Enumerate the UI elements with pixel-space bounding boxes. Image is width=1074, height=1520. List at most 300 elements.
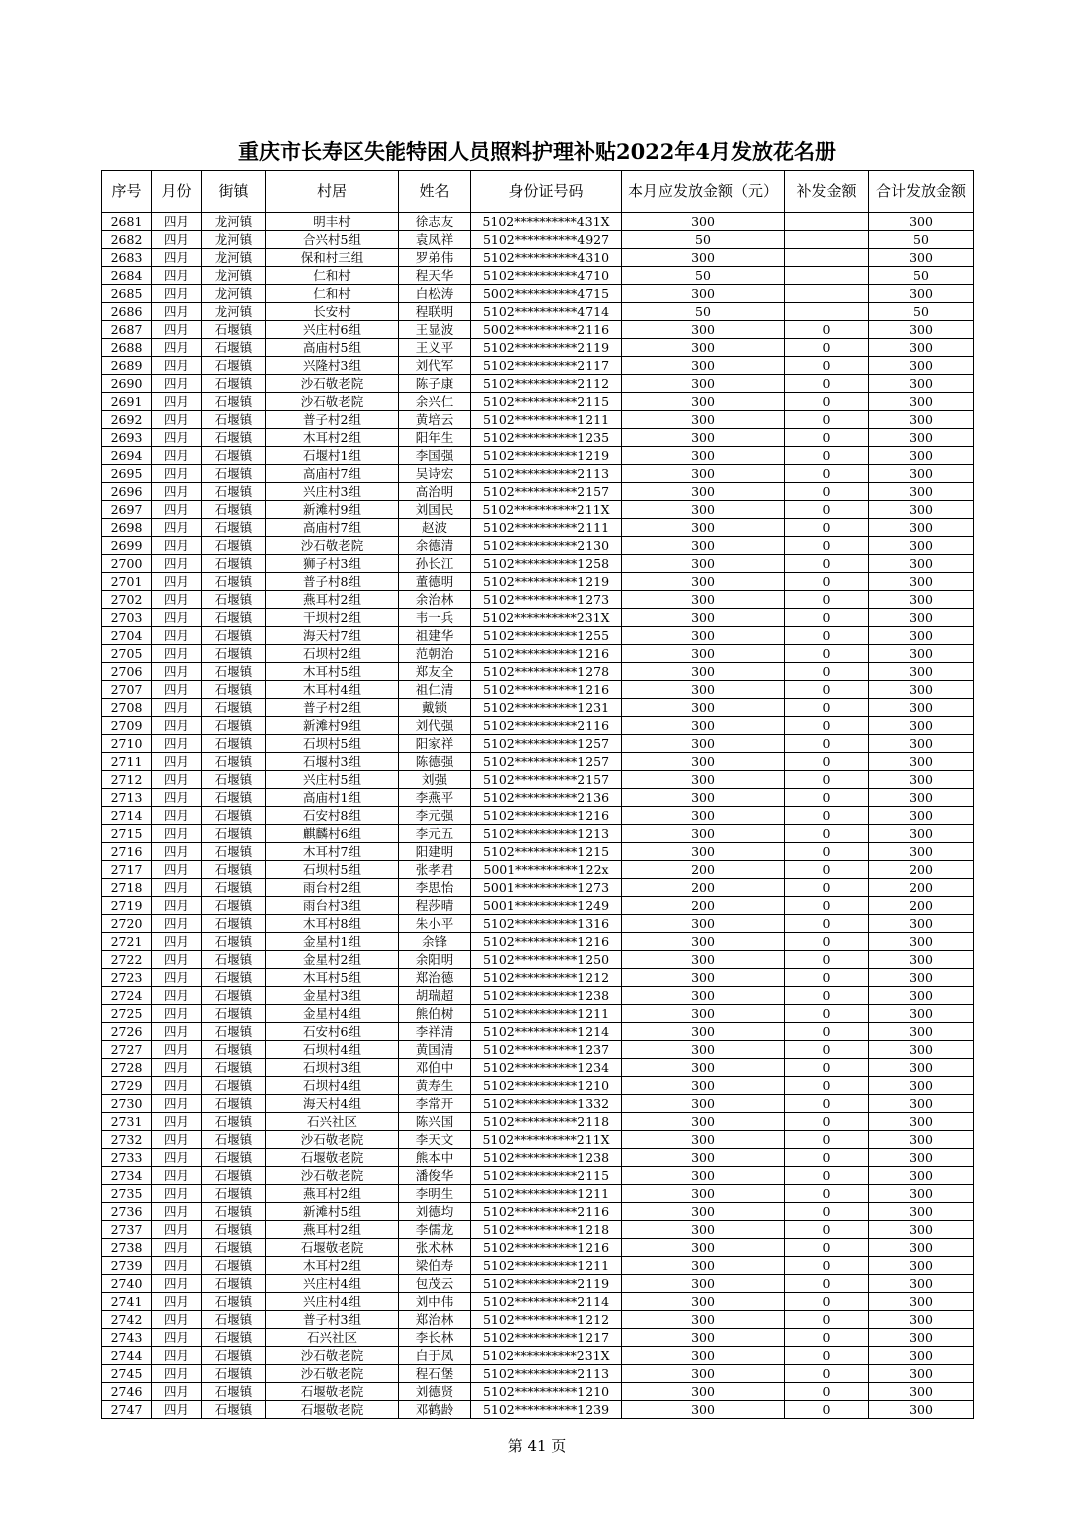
cell-supplement-amount: 0 <box>785 1221 869 1239</box>
cell-monthly-amount: 300 <box>622 735 785 753</box>
table-row <box>102 1059 974 1077</box>
cell-total-amount: 300 <box>869 411 974 429</box>
cell-monthly-amount: 300 <box>622 753 785 771</box>
cell-id-number: 5102**********1211 <box>471 1005 622 1023</box>
cell-total-amount: 300 <box>869 1221 974 1239</box>
cell-town: 龙河镇 <box>202 267 266 285</box>
cell-monthly-amount: 300 <box>622 375 785 393</box>
cell-total-amount: 300 <box>869 285 974 303</box>
cell-month: 四月 <box>152 789 202 807</box>
cell-serial-number: 2699 <box>102 537 152 555</box>
cell-serial-number: 2709 <box>102 717 152 735</box>
cell-serial-number: 2688 <box>102 339 152 357</box>
cell-name: 陈德强 <box>399 753 471 771</box>
table-row <box>102 1365 974 1383</box>
cell-serial-number: 2723 <box>102 969 152 987</box>
cell-village: 明丰村 <box>266 213 399 231</box>
cell-supplement-amount: 0 <box>785 735 869 753</box>
cell-id-number: 5102**********2118 <box>471 1113 622 1131</box>
cell-name: 刘中伟 <box>399 1293 471 1311</box>
cell-village: 燕耳村2组 <box>266 1185 399 1203</box>
cell-total-amount: 300 <box>869 1239 974 1257</box>
cell-serial-number: 2706 <box>102 663 152 681</box>
cell-serial-number: 2739 <box>102 1257 152 1275</box>
cell-total-amount: 300 <box>869 1329 974 1347</box>
cell-serial-number: 2736 <box>102 1203 152 1221</box>
cell-name: 余兴仁 <box>399 393 471 411</box>
cell-total-amount: 300 <box>869 393 974 411</box>
cell-total-amount: 300 <box>869 1311 974 1329</box>
cell-supplement-amount: 0 <box>785 519 869 537</box>
cell-month: 四月 <box>152 393 202 411</box>
table-row <box>102 357 974 375</box>
table-row <box>102 375 974 393</box>
cell-town: 石堰镇 <box>202 1023 266 1041</box>
cell-village: 沙石敬老院 <box>266 393 399 411</box>
cell-name: 李常开 <box>399 1095 471 1113</box>
cell-supplement-amount <box>785 267 869 285</box>
cell-name: 余治林 <box>399 591 471 609</box>
cell-total-amount: 300 <box>869 1131 974 1149</box>
cell-serial-number: 2713 <box>102 789 152 807</box>
cell-id-number: 5102**********211X <box>471 501 622 519</box>
cell-village: 木耳村2组 <box>266 1257 399 1275</box>
cell-month: 四月 <box>152 987 202 1005</box>
cell-name: 黄寿生 <box>399 1077 471 1095</box>
cell-id-number: 5102**********2115 <box>471 393 622 411</box>
cell-name: 李元强 <box>399 807 471 825</box>
cell-serial-number: 2689 <box>102 357 152 375</box>
cell-monthly-amount: 300 <box>622 591 785 609</box>
cell-town: 龙河镇 <box>202 231 266 249</box>
cell-village: 金星村1组 <box>266 933 399 951</box>
cell-name: 吴诗宏 <box>399 465 471 483</box>
cell-id-number: 5102**********2119 <box>471 339 622 357</box>
cell-month: 四月 <box>152 1383 202 1401</box>
cell-town: 石堰镇 <box>202 393 266 411</box>
cell-town: 石堰镇 <box>202 987 266 1005</box>
cell-name: 李天文 <box>399 1131 471 1149</box>
cell-month: 四月 <box>152 411 202 429</box>
cell-town: 龙河镇 <box>202 213 266 231</box>
cell-id-number: 5102**********1215 <box>471 843 622 861</box>
cell-name: 熊伯树 <box>399 1005 471 1023</box>
cell-name: 祖建华 <box>399 627 471 645</box>
cell-town: 石堰镇 <box>202 789 266 807</box>
table-row <box>102 519 974 537</box>
cell-total-amount: 300 <box>869 987 974 1005</box>
cell-monthly-amount: 300 <box>622 429 785 447</box>
cell-serial-number: 2743 <box>102 1329 152 1347</box>
cell-total-amount: 200 <box>869 861 974 879</box>
cell-town: 石堰镇 <box>202 879 266 897</box>
cell-serial-number: 2704 <box>102 627 152 645</box>
table-row <box>102 555 974 573</box>
cell-monthly-amount: 300 <box>622 1131 785 1149</box>
cell-serial-number: 2721 <box>102 933 152 951</box>
cell-monthly-amount: 300 <box>622 1005 785 1023</box>
cell-month: 四月 <box>152 897 202 915</box>
cell-name: 赵波 <box>399 519 471 537</box>
cell-total-amount: 300 <box>869 843 974 861</box>
cell-total-amount: 300 <box>869 1149 974 1167</box>
cell-id-number: 5102**********1214 <box>471 1023 622 1041</box>
cell-name: 黄培云 <box>399 411 471 429</box>
cell-id-number: 5002**********2116 <box>471 321 622 339</box>
cell-month: 四月 <box>152 1329 202 1347</box>
cell-id-number: 5102**********1257 <box>471 753 622 771</box>
cell-monthly-amount: 300 <box>622 339 785 357</box>
cell-supplement-amount: 0 <box>785 1131 869 1149</box>
cell-name: 徐志友 <box>399 213 471 231</box>
cell-town: 石堰镇 <box>202 591 266 609</box>
cell-monthly-amount: 300 <box>622 357 785 375</box>
table-row <box>102 1293 974 1311</box>
cell-town: 石堰镇 <box>202 969 266 987</box>
table-row <box>102 735 974 753</box>
cell-supplement-amount: 0 <box>785 501 869 519</box>
cell-village: 雨台村2组 <box>266 879 399 897</box>
cell-village: 沙石敬老院 <box>266 1131 399 1149</box>
cell-town: 石堰镇 <box>202 1365 266 1383</box>
table-row <box>102 1221 974 1239</box>
table-row <box>102 1041 974 1059</box>
page-number: 第 41 页 <box>507 1437 567 1455</box>
cell-monthly-amount: 300 <box>622 519 785 537</box>
cell-total-amount: 300 <box>869 1077 974 1095</box>
column-header-month: 月份 <box>152 171 202 213</box>
cell-serial-number: 2719 <box>102 897 152 915</box>
cell-monthly-amount: 300 <box>622 1185 785 1203</box>
table-row <box>102 771 974 789</box>
cell-serial-number: 2733 <box>102 1149 152 1167</box>
cell-id-number: 5102**********1235 <box>471 429 622 447</box>
cell-total-amount: 300 <box>869 555 974 573</box>
cell-month: 四月 <box>152 429 202 447</box>
cell-name: 程莎晴 <box>399 897 471 915</box>
cell-village: 木耳村8组 <box>266 915 399 933</box>
cell-monthly-amount: 300 <box>622 915 785 933</box>
cell-id-number: 5102**********231X <box>471 609 622 627</box>
cell-id-number: 5102**********4710 <box>471 267 622 285</box>
cell-monthly-amount: 300 <box>622 1257 785 1275</box>
column-header-supplement-amount: 补发金额 <box>785 171 869 213</box>
cell-month: 四月 <box>152 1041 202 1059</box>
cell-monthly-amount: 300 <box>622 447 785 465</box>
cell-name: 包茂云 <box>399 1275 471 1293</box>
table-row <box>102 213 974 231</box>
cell-total-amount: 300 <box>869 1257 974 1275</box>
table-row <box>102 1131 974 1149</box>
cell-serial-number: 2745 <box>102 1365 152 1383</box>
table-row <box>102 627 974 645</box>
cell-id-number: 5102**********2157 <box>471 771 622 789</box>
cell-village: 狮子村3组 <box>266 555 399 573</box>
cell-monthly-amount: 300 <box>622 717 785 735</box>
cell-town: 石堰镇 <box>202 1005 266 1023</box>
cell-serial-number: 2732 <box>102 1131 152 1149</box>
cell-name: 刘国民 <box>399 501 471 519</box>
cell-name: 李祥清 <box>399 1023 471 1041</box>
cell-serial-number: 2710 <box>102 735 152 753</box>
cell-monthly-amount: 300 <box>622 249 785 267</box>
cell-name: 潘俊华 <box>399 1167 471 1185</box>
cell-name: 黄国清 <box>399 1041 471 1059</box>
cell-name: 王义平 <box>399 339 471 357</box>
cell-id-number: 5102**********1273 <box>471 591 622 609</box>
cell-serial-number: 2725 <box>102 1005 152 1023</box>
cell-town: 石堰镇 <box>202 843 266 861</box>
cell-name: 邓伯中 <box>399 1059 471 1077</box>
cell-id-number: 5102**********2115 <box>471 1167 622 1185</box>
cell-total-amount: 300 <box>869 735 974 753</box>
cell-supplement-amount: 0 <box>785 897 869 915</box>
cell-supplement-amount: 0 <box>785 987 869 1005</box>
cell-supplement-amount: 0 <box>785 1293 869 1311</box>
cell-serial-number: 2711 <box>102 753 152 771</box>
cell-month: 四月 <box>152 933 202 951</box>
cell-village: 沙石敬老院 <box>266 1365 399 1383</box>
cell-id-number: 5102**********1239 <box>471 1401 622 1419</box>
cell-town: 石堰镇 <box>202 555 266 573</box>
cell-serial-number: 2701 <box>102 573 152 591</box>
cell-serial-number: 2702 <box>102 591 152 609</box>
cell-name: 朱小平 <box>399 915 471 933</box>
cell-town: 石堰镇 <box>202 429 266 447</box>
cell-serial-number: 2722 <box>102 951 152 969</box>
cell-monthly-amount: 300 <box>622 1311 785 1329</box>
cell-id-number: 5102**********1216 <box>471 807 622 825</box>
cell-total-amount: 300 <box>869 699 974 717</box>
cell-supplement-amount: 0 <box>785 1167 869 1185</box>
cell-supplement-amount: 0 <box>785 1095 869 1113</box>
cell-monthly-amount: 200 <box>622 897 785 915</box>
cell-serial-number: 2683 <box>102 249 152 267</box>
cell-month: 四月 <box>152 753 202 771</box>
cell-id-number: 5102**********1258 <box>471 555 622 573</box>
cell-name: 李长林 <box>399 1329 471 1347</box>
table-row <box>102 1077 974 1095</box>
cell-id-number: 5102**********4310 <box>471 249 622 267</box>
cell-village: 金星村4组 <box>266 1005 399 1023</box>
cell-town: 石堰镇 <box>202 861 266 879</box>
cell-village: 木耳村4组 <box>266 681 399 699</box>
cell-monthly-amount: 300 <box>622 1095 785 1113</box>
cell-total-amount: 300 <box>869 825 974 843</box>
cell-village: 木耳村7组 <box>266 843 399 861</box>
cell-monthly-amount: 300 <box>622 501 785 519</box>
cell-village: 沙石敬老院 <box>266 537 399 555</box>
cell-town: 石堰镇 <box>202 501 266 519</box>
cell-town: 石堰镇 <box>202 1095 266 1113</box>
cell-village: 兴庄村3组 <box>266 483 399 501</box>
cell-serial-number: 2703 <box>102 609 152 627</box>
cell-supplement-amount: 0 <box>785 663 869 681</box>
cell-serial-number: 2727 <box>102 1041 152 1059</box>
cell-total-amount: 300 <box>869 645 974 663</box>
cell-town: 龙河镇 <box>202 249 266 267</box>
cell-month: 四月 <box>152 555 202 573</box>
cell-supplement-amount: 0 <box>785 447 869 465</box>
cell-village: 高庙村1组 <box>266 789 399 807</box>
cell-supplement-amount: 0 <box>785 1113 869 1131</box>
cell-town: 石堰镇 <box>202 1131 266 1149</box>
cell-month: 四月 <box>152 1077 202 1095</box>
cell-village: 金星村2组 <box>266 951 399 969</box>
cell-supplement-amount: 0 <box>785 1347 869 1365</box>
cell-month: 四月 <box>152 573 202 591</box>
cell-name: 祖仁清 <box>399 681 471 699</box>
cell-town: 石堰镇 <box>202 357 266 375</box>
cell-monthly-amount: 300 <box>622 537 785 555</box>
cell-serial-number: 2681 <box>102 213 152 231</box>
cell-month: 四月 <box>152 1401 202 1419</box>
cell-id-number: 5102**********1257 <box>471 735 622 753</box>
cell-total-amount: 300 <box>869 1005 974 1023</box>
cell-name: 王显波 <box>399 321 471 339</box>
cell-name: 韦一兵 <box>399 609 471 627</box>
cell-monthly-amount: 300 <box>622 1167 785 1185</box>
cell-month: 四月 <box>152 825 202 843</box>
cell-serial-number: 2737 <box>102 1221 152 1239</box>
cell-serial-number: 2734 <box>102 1167 152 1185</box>
cell-monthly-amount: 300 <box>622 1149 785 1167</box>
cell-total-amount: 300 <box>869 1203 974 1221</box>
cell-town: 龙河镇 <box>202 285 266 303</box>
cell-town: 石堰镇 <box>202 1311 266 1329</box>
table-row <box>102 753 974 771</box>
cell-total-amount: 300 <box>869 951 974 969</box>
cell-id-number: 5001**********122x <box>471 861 622 879</box>
cell-month: 四月 <box>152 843 202 861</box>
table-row <box>102 987 974 1005</box>
cell-village: 石堰敬老院 <box>266 1149 399 1167</box>
cell-id-number: 5102**********1216 <box>471 681 622 699</box>
cell-total-amount: 300 <box>869 249 974 267</box>
cell-month: 四月 <box>152 285 202 303</box>
cell-village: 石坝村4组 <box>266 1041 399 1059</box>
cell-village: 麒麟村6组 <box>266 825 399 843</box>
cell-supplement-amount: 0 <box>785 645 869 663</box>
cell-monthly-amount: 300 <box>622 1347 785 1365</box>
table-row <box>102 285 974 303</box>
cell-village: 金星村3组 <box>266 987 399 1005</box>
cell-village: 沙石敬老院 <box>266 375 399 393</box>
cell-town: 石堰镇 <box>202 465 266 483</box>
cell-id-number: 5102**********2112 <box>471 375 622 393</box>
cell-serial-number: 2694 <box>102 447 152 465</box>
cell-town: 石堰镇 <box>202 1347 266 1365</box>
cell-month: 四月 <box>152 969 202 987</box>
cell-town: 石堰镇 <box>202 681 266 699</box>
cell-total-amount: 300 <box>869 807 974 825</box>
cell-name: 李元五 <box>399 825 471 843</box>
cell-serial-number: 2731 <box>102 1113 152 1131</box>
cell-id-number: 5102**********431X <box>471 213 622 231</box>
table-row <box>102 1401 974 1419</box>
cell-month: 四月 <box>152 699 202 717</box>
cell-town: 石堰镇 <box>202 1329 266 1347</box>
cell-monthly-amount: 200 <box>622 861 785 879</box>
cell-name: 程石堡 <box>399 1365 471 1383</box>
cell-serial-number: 2747 <box>102 1401 152 1419</box>
cell-supplement-amount: 0 <box>785 1077 869 1095</box>
cell-serial-number: 2735 <box>102 1185 152 1203</box>
cell-total-amount: 300 <box>869 321 974 339</box>
cell-serial-number: 2686 <box>102 303 152 321</box>
cell-id-number: 5102**********1213 <box>471 825 622 843</box>
cell-name: 刘德贤 <box>399 1383 471 1401</box>
cell-total-amount: 300 <box>869 915 974 933</box>
cell-id-number: 5102**********1219 <box>471 573 622 591</box>
cell-name: 李燕平 <box>399 789 471 807</box>
cell-id-number: 5102**********1250 <box>471 951 622 969</box>
cell-town: 石堰镇 <box>202 663 266 681</box>
table-row <box>102 681 974 699</box>
cell-total-amount: 300 <box>869 1185 974 1203</box>
cell-month: 四月 <box>152 1059 202 1077</box>
cell-village: 兴庄村4组 <box>266 1293 399 1311</box>
cell-supplement-amount <box>785 285 869 303</box>
cell-id-number: 5102**********4714 <box>471 303 622 321</box>
cell-name: 戴锁 <box>399 699 471 717</box>
cell-supplement-amount: 0 <box>785 591 869 609</box>
cell-month: 四月 <box>152 951 202 969</box>
cell-supplement-amount: 0 <box>785 321 869 339</box>
cell-village: 雨台村3组 <box>266 897 399 915</box>
cell-month: 四月 <box>152 1185 202 1203</box>
cell-serial-number: 2698 <box>102 519 152 537</box>
cell-town: 石堰镇 <box>202 1149 266 1167</box>
cell-village: 兴庄村5组 <box>266 771 399 789</box>
cell-name: 余德清 <box>399 537 471 555</box>
cell-town: 石堰镇 <box>202 753 266 771</box>
table-row <box>102 825 974 843</box>
cell-total-amount: 300 <box>869 1113 974 1131</box>
cell-id-number: 5102**********1211 <box>471 1257 622 1275</box>
cell-name: 阳家祥 <box>399 735 471 753</box>
cell-total-amount: 300 <box>869 1095 974 1113</box>
cell-village: 仁和村 <box>266 285 399 303</box>
cell-town: 石堰镇 <box>202 1077 266 1095</box>
table-row <box>102 591 974 609</box>
cell-name: 熊本中 <box>399 1149 471 1167</box>
cell-serial-number: 2690 <box>102 375 152 393</box>
cell-monthly-amount: 300 <box>622 1275 785 1293</box>
column-header-village: 村居 <box>266 171 399 213</box>
cell-supplement-amount: 0 <box>785 1239 869 1257</box>
cell-total-amount: 300 <box>869 519 974 537</box>
cell-supplement-amount: 0 <box>785 1203 869 1221</box>
cell-id-number: 5102**********2113 <box>471 1365 622 1383</box>
cell-id-number: 5102**********1210 <box>471 1077 622 1095</box>
cell-town: 龙河镇 <box>202 303 266 321</box>
cell-month: 四月 <box>152 861 202 879</box>
cell-village: 石堰敬老院 <box>266 1401 399 1419</box>
table-row <box>102 609 974 627</box>
cell-serial-number: 2712 <box>102 771 152 789</box>
cell-name: 董德明 <box>399 573 471 591</box>
cell-month: 四月 <box>152 321 202 339</box>
table-row <box>102 717 974 735</box>
cell-id-number: 5102**********1234 <box>471 1059 622 1077</box>
cell-total-amount: 300 <box>869 447 974 465</box>
cell-monthly-amount: 300 <box>622 1203 785 1221</box>
cell-serial-number: 2741 <box>102 1293 152 1311</box>
cell-serial-number: 2738 <box>102 1239 152 1257</box>
cell-total-amount: 300 <box>869 1347 974 1365</box>
cell-month: 四月 <box>152 1149 202 1167</box>
